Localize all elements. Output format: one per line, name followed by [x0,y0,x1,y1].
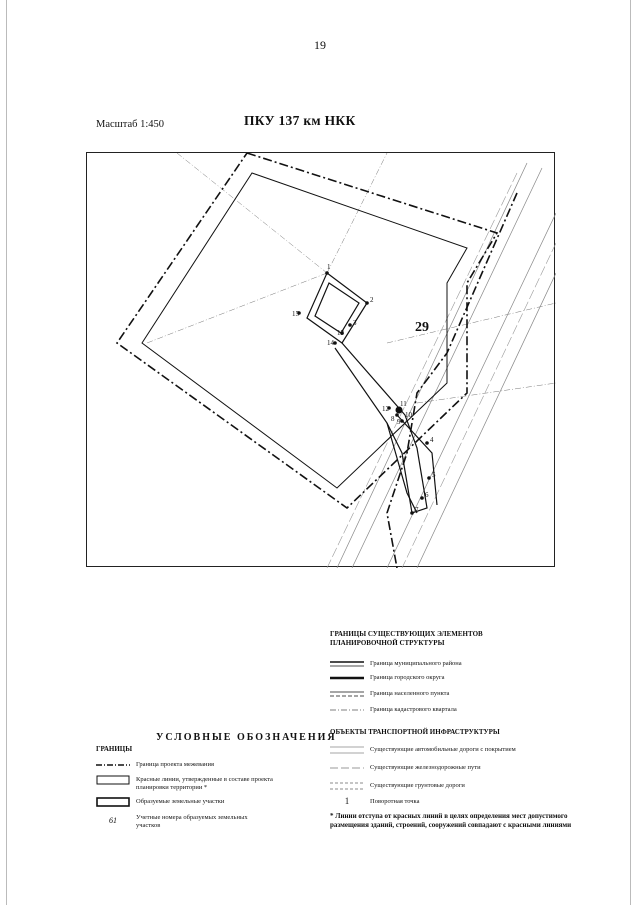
legend-row [96,812,326,832]
legend-label: Образуемые земельные участки [136,798,225,805]
point-label: 13 [337,329,344,337]
legend-header-structure: ГРАНИЦЫ СУЩЕСТВУЮЩИХ ЭЛЕМЕНТОВ ПЛАНИРОВОЧНОЙ СТРУКТУРЫ [330,630,483,647]
legend-row [96,796,326,810]
map-drawing [87,153,556,568]
point-label: 11 [400,400,407,408]
scale-label: Масштаб 1:450 [96,119,165,130]
parcel-number-symbol: 61 [109,816,117,825]
formed-parcel-symbol [96,796,130,808]
legend-label: Граница населенного пункта [370,690,450,697]
dirt-road-symbol [330,780,364,792]
point-label: 7 [415,506,419,514]
legend-row [96,759,326,773]
point-label: 1 [327,263,331,271]
district-boundary [387,193,517,568]
legend-label: Красные линии, утвержденные в составе проекта планировки территории * [136,776,273,791]
footnote: * Линии отступа от красных линий в целях определения мест допустимого размещения зданий, строений, сооружений совпадают с красными линиями [330,812,572,829]
map-frame [86,152,555,567]
point-label: 2 [370,296,374,304]
point-label: 9 [397,418,401,426]
legend-label: Существующие грунтовые дороги [370,782,465,789]
point-symbol: 1 [344,796,350,806]
point-label: 3 [353,319,357,327]
legend-label: Граница проекта межевания [136,761,214,768]
legend-label: Граница кадастрового квартала [370,706,457,713]
municipal-boundary-symbol [330,658,364,670]
point-label: 5 [432,471,436,479]
point-label: 10 [405,411,412,419]
point-label: 14 [327,339,334,347]
scan-edge-left [6,0,7,905]
legend-sub-header: ГРАНИЦЫ [96,745,133,753]
cadastral-lines [147,153,556,403]
legend-main-header: УСЛОВНЫЕ ОБОЗНАЧЕНИЯ [156,732,337,743]
paved-road-symbol [330,744,364,756]
scan-edge-right [630,0,631,905]
legend-label: Граница городского округа [370,674,445,681]
legend-label: Существующие автомобильные дороги с покрытием [370,746,516,753]
point-label: 15 [292,310,299,318]
point-label: 8 [391,415,395,423]
legend-label: Существующие железнодорожные пути [370,764,481,771]
legend-header-transport: ОБЪЕКТЫ ТРАНСПОРТНОЙ ИНФРАСТРУКТУРЫ [330,728,500,736]
legend-label: Граница муниципального района [370,660,462,667]
page-number: 19 [314,38,326,52]
red-lines-symbol [96,774,130,786]
cadastral-boundary-symbol [330,704,364,716]
map-title: ПКУ 137 км НКК [244,113,356,128]
legend-existing-elements [330,630,620,806]
city-boundary-symbol [330,672,364,684]
legend-label: Поворотная точка [370,798,420,805]
municipal-boundary [117,153,497,508]
point-label: 4 [430,436,434,444]
parcel-number-label: 29 [415,320,429,335]
point-label: 6 [425,491,429,499]
settlement-boundary-symbol [330,688,364,700]
point-label: 12 [382,405,389,413]
railway-symbol [330,762,364,774]
legend-label: Учетные номера образуемых земельных участков [136,814,248,829]
survey-boundary-symbol [96,759,130,771]
railway-lines [327,173,556,568]
legend-row [96,774,326,794]
